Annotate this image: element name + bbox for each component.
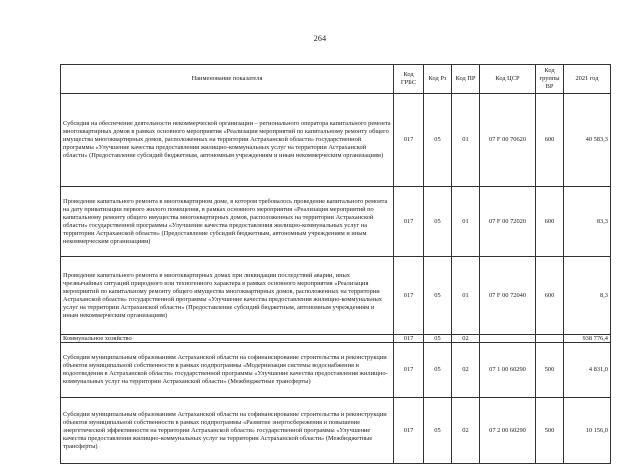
- page-number: 264: [313, 34, 327, 43]
- header-year: 2021 год: [564, 65, 611, 94]
- row-pr: 02: [452, 335, 480, 343]
- row-grbs: 017: [394, 343, 424, 398]
- row-csr: 07 F 00 72020: [480, 187, 536, 257]
- row-pr: 02: [452, 343, 480, 398]
- row-amount: 4 831,0: [564, 343, 611, 398]
- row-csr: 07 2 00 60290: [480, 398, 536, 464]
- row-pr: 01: [452, 187, 480, 257]
- row-grbs: 017: [394, 94, 424, 187]
- row-amount: 8,3: [564, 257, 611, 335]
- row-pr: 01: [452, 94, 480, 187]
- row-amount: 40 583,3: [564, 94, 611, 187]
- table-row-section: [61, 335, 611, 343]
- row-vr: 600: [536, 94, 564, 187]
- row-vr: [536, 335, 564, 343]
- row-vr: 500: [536, 398, 564, 464]
- row-name: Проведение капитального ремонта в многоквартирных домах при ликвидации последствий аварии, иных чрезвычайных ситуаций природного или техногенного характера в рамках основного мероприятия «Реализация мероприятий по капитальному ремонту общего имущества многоквартирных домов, расположенных на территории Астраханской области» государственной программы «Улучшение качества предоставления жилищно-коммунальных услуг на территории Астраханской области» (Предоставление субсидий бюджетным, автономным учреждениям и иным некоммерческим организациям): [61, 257, 394, 335]
- row-amount: 938 776,4: [564, 335, 611, 343]
- row-name: Субсидии муниципальным образованиям Астраханской области на софинансирование строительства и реконструкции объектов муниципальной собственности в рамках подпрограммы «Модернизация системы водоснабжения и водоотведения в Астраханской области» государственной программы «Улучшение качества предоставления жилищно-коммунальных услуг на территории Астраханской области» (Межбюджетные трансферты): [61, 343, 394, 398]
- row-rz: 05: [424, 257, 452, 335]
- row-rz: 05: [424, 94, 452, 187]
- table-row: [61, 343, 611, 398]
- header-vr: Код группы ВР: [536, 65, 564, 94]
- row-grbs: 017: [394, 187, 424, 257]
- table-row: [61, 398, 611, 464]
- row-csr: [480, 335, 536, 343]
- row-csr: 07 F 00 70620: [480, 94, 536, 187]
- row-rz: 05: [424, 343, 452, 398]
- header-csr: Код ЦСР: [480, 65, 536, 94]
- row-amount: 83,3: [564, 187, 611, 257]
- row-name: Субсидия на обеспечение деятельности некоммерческой организации – регионального оператора капитального ремонта многоквартирных домов в рамках основного мероприятия «Реализация мероприятий по капитальному ремонту общего имущества многоквартирных домов, расположенных на территории Астраханской области» государственной программы «Улучшение качества предоставления жилищно-коммунальных услуг на территории Астраханской области» (Предоставление субсидий бюджетным, автономным учреждениям и иным некоммерческим организациям): [61, 94, 394, 187]
- row-csr: 07 F 00 72040: [480, 257, 536, 335]
- table-header-row: [61, 65, 611, 94]
- row-vr: 500: [536, 343, 564, 398]
- table-row: [61, 257, 611, 335]
- header-pr: Код ПР: [452, 65, 480, 94]
- row-rz: 05: [424, 335, 452, 343]
- row-vr: 600: [536, 257, 564, 335]
- row-pr: 02: [452, 398, 480, 464]
- row-rz: 05: [424, 398, 452, 464]
- table-row: [61, 187, 611, 257]
- row-rz: 05: [424, 187, 452, 257]
- row-amount: 10 156,0: [564, 398, 611, 464]
- row-grbs: 017: [394, 398, 424, 464]
- row-grbs: 017: [394, 335, 424, 343]
- row-name: Проведение капитального ремонта в многоквартирном доме, в котором требовалось проведение капитального ремонта на дату приватизации первого жилого помещения, в рамках основного мероприятия «Реализация мероприятий по капитальному ремонту общего имущества многоквартирных домов, расположенных на территории Астраханской области» государственной программы «Улучшение качества предоставления жилищно-коммунальных услуг на территории Астраханской области» (Предоставление субсидий бюджетным, автономным учреждениям и иным некоммерческим организациям): [61, 187, 394, 257]
- row-grbs: 017: [394, 257, 424, 335]
- row-csr: 07 1 00 60290: [480, 343, 536, 398]
- header-grbs: Код ГРБС: [394, 65, 424, 94]
- row-pr: 01: [452, 257, 480, 335]
- header-rz: Код Рз: [424, 65, 452, 94]
- budget-table: [60, 64, 611, 464]
- row-name: Коммунальное хозяйство: [61, 335, 394, 343]
- row-vr: 600: [536, 187, 564, 257]
- header-name: Наименование показателя: [61, 65, 394, 94]
- table-row: [61, 94, 611, 187]
- row-name: Субсидии муниципальным образованиям Астраханской области на софинансирование строительства и реконструкции объектов муниципальной собственности в рамках подпрограммы «Развитие энергосбережения и повышение энергетической эффективности на территории Астраханской области» государственной программы «Улучшение качества предоставления жилищно-коммунальных услуг на территории Астраханской области» (Межбюджетные трансферты): [61, 398, 394, 464]
